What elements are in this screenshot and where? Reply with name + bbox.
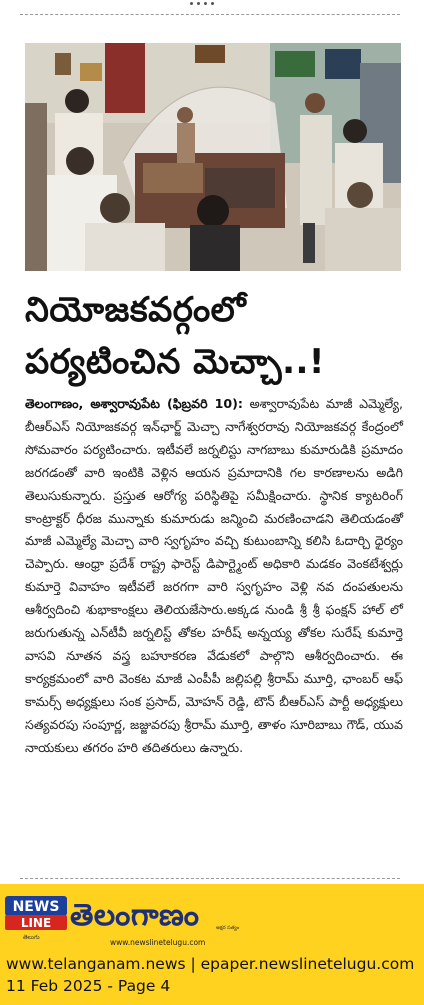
- news-photo: [25, 43, 401, 271]
- previous-article-fragment: [20, 0, 400, 8]
- brand-name: తెలంగాణం: [70, 898, 200, 933]
- article-body: [25, 393, 403, 760]
- logo-bottom-text: LINE: [20, 916, 52, 930]
- epaper-urls: www.telanganam.news | epaper.newslinetelugu.com: [6, 955, 415, 973]
- newsline-logo: [5, 896, 67, 941]
- footer-banner: [0, 884, 424, 1005]
- headline-line-2: పర్యటించిన మెచ్చా..!: [25, 342, 325, 382]
- bottom-divider: [20, 878, 400, 879]
- edition-date-page: 11 Feb 2025 - Page 4: [6, 977, 171, 995]
- headline: [25, 284, 405, 388]
- brand-tagline: అక్షర సత్యం: [216, 925, 240, 931]
- logo-top-text: NEWS: [12, 899, 60, 915]
- site-url-small: www.newslinetelugu.com: [110, 938, 206, 947]
- article-dateline: తెలంగాణం, అశ్వారావుపేట (ఫిబ్రవరి 10):: [25, 396, 243, 411]
- article-text: అశ్వారావుపేట మాజీ ఎమ్మెల్యే, బీఆర్ఎస్ నియోజకవర్గ ఇన్‌ఛార్జ్ మెచ్చా నాగేశ్వరరావు నియోజకవర్గ కేంద్రంలో సోమవారం పర్యటించారు. ఇటీవలే జర్నలిస్టు నాగబాబు కుమారుడికి ప్రమాదం జరగడంతో వారి ఇంటికి వెళ్లిన ఆయన ప్రమాదానికి గల కారణాలను అడిగి తెలుసుకున్నారు. ప్రస్తుత ఆరోగ్య పరిస్థితిపై సమీక్షించారు. స్థానిక క్యాటరింగ్ కాంట్రాక్టర్ ధీరజ మున్నాకు కుమారుడు జన్మించి మరణించాడని తెలియడంతో మాజీ ఎమ్మెల్యే మెచ్చా వారి స్వగృహం వచ్చి కుటుంబాన్ని కలిసి ఓదార్చి ధైర్యం చెప్పారు. ఆంధ్రా ప్రదేశ్ రాష్ట్ర ఫారెస్ట్ డిపార్ట్మెంట్ అధికారి మడకం వెంకటేశ్వర్లు కుమార్తె వివాహం ఇటీవలే జరగగా వారి స్వగృహం వెళ్లి నవ దంపతులను ఆశీర్వదించి శుభాకాంక్షలు తెలియజేసారు.అక్కడ నుండి శ్రీ శ్రీ ఫంక్షన్ హాల్ లో జరుగుతున్న ఎన్‌టీవీ జర్నలిస్ట్ తోకల హరీష్ అన్నయ్య తోకల సురేష్ కుమార్తె వాసవి నూతన వస్త్ర బహూకరణ వేడుకలో పాల్గొని ఆశీర్వదించారు. ఈ కార్యక్రమంలో వారి వెంకట మాజీ ఎంపీపీ జల్లిపల్లి శ్రీరామ్ మూర్తి, ఛాంబర్ ఆఫ్ కామర్స్ అధ్యక్షులు సంక ప్రసాద్, మోహన్ రెడ్డి, టౌన్ బీఆర్ఎస్ పార్టీ అధ్యక్షులు సత్యవరపు సంపూర్ణ, జజ్జువరపు శ్రీరామ్ మూర్తి, తాళం సూరిబాబు గౌడ్, యువ నాయకులు తగరం హరి తదితరులు ఉన్నారు.: [25, 396, 404, 755]
- logo-caption: తెలుగు: [23, 934, 40, 941]
- headline-line-1: నియోజకవర్గంలో: [25, 290, 247, 330]
- top-divider: [20, 14, 400, 15]
